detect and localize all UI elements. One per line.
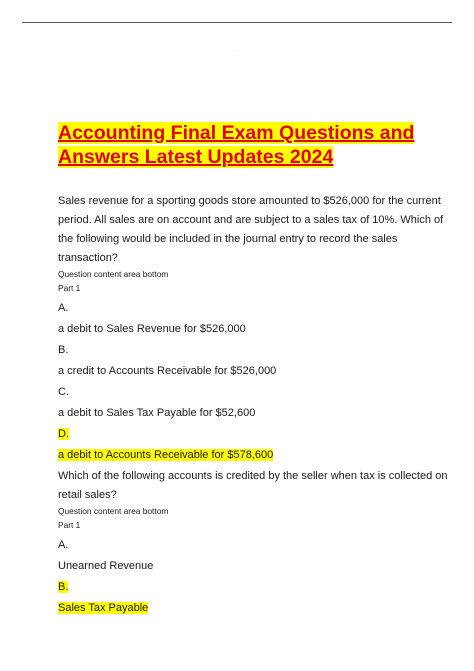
question-1-option-d-letter: D. [58, 428, 69, 440]
question-2-area-label: Question content area bottom [58, 506, 169, 516]
question-2-correct-answer [58, 602, 458, 615]
question-1-option-d [58, 428, 458, 441]
question-1-correct-answer [58, 449, 458, 462]
question-1-option-a-letter: A. [58, 302, 69, 314]
question-1-option-a-text: a debit to Sales Revenue for $526,000 [58, 323, 246, 335]
question-2-text: Which of the following accounts is credited by the seller when tax is collected on retail sales? [58, 470, 448, 501]
question-2-option-b [58, 581, 458, 594]
question-1-option-c-text: a debit to Sales Tax Payable for $52,600 [58, 407, 256, 419]
document-title-text: Accounting Final Exam Questions and Answers Latest Updates 2024 [58, 122, 415, 168]
document-body [58, 121, 458, 615]
question-1-text: Sales revenue for a sporting goods store amounted to $526,000 for the current period. All sales are on account and are subject to a sales tax of 10%. Which of the following would be included in the journal entry to record the sales transaction? [58, 195, 444, 264]
question-1-option-c-letter: C. [58, 386, 69, 398]
question-1-option-b-letter: B. [58, 344, 69, 356]
header-mark: ...... [232, 48, 241, 52]
question-2-part-label: Part 1 [58, 520, 81, 530]
question-2-option-b-letter: B. [58, 581, 69, 593]
question-2-option-b-text: Sales Tax Payable [58, 602, 149, 614]
top-rule [22, 22, 452, 23]
question-2-option-a-letter: A. [58, 539, 69, 551]
question-2-option-a-text: Unearned Revenue [58, 560, 154, 572]
question-1-option-d-text: a debit to Accounts Receivable for $578,600 [58, 449, 274, 461]
question-1-option-b-text: a credit to Accounts Receivable for $526,000 [58, 365, 277, 377]
document-title [58, 121, 458, 169]
question-1-area-label: Question content area bottom [58, 269, 169, 279]
question-1-part-label: Part 1 [58, 283, 81, 293]
